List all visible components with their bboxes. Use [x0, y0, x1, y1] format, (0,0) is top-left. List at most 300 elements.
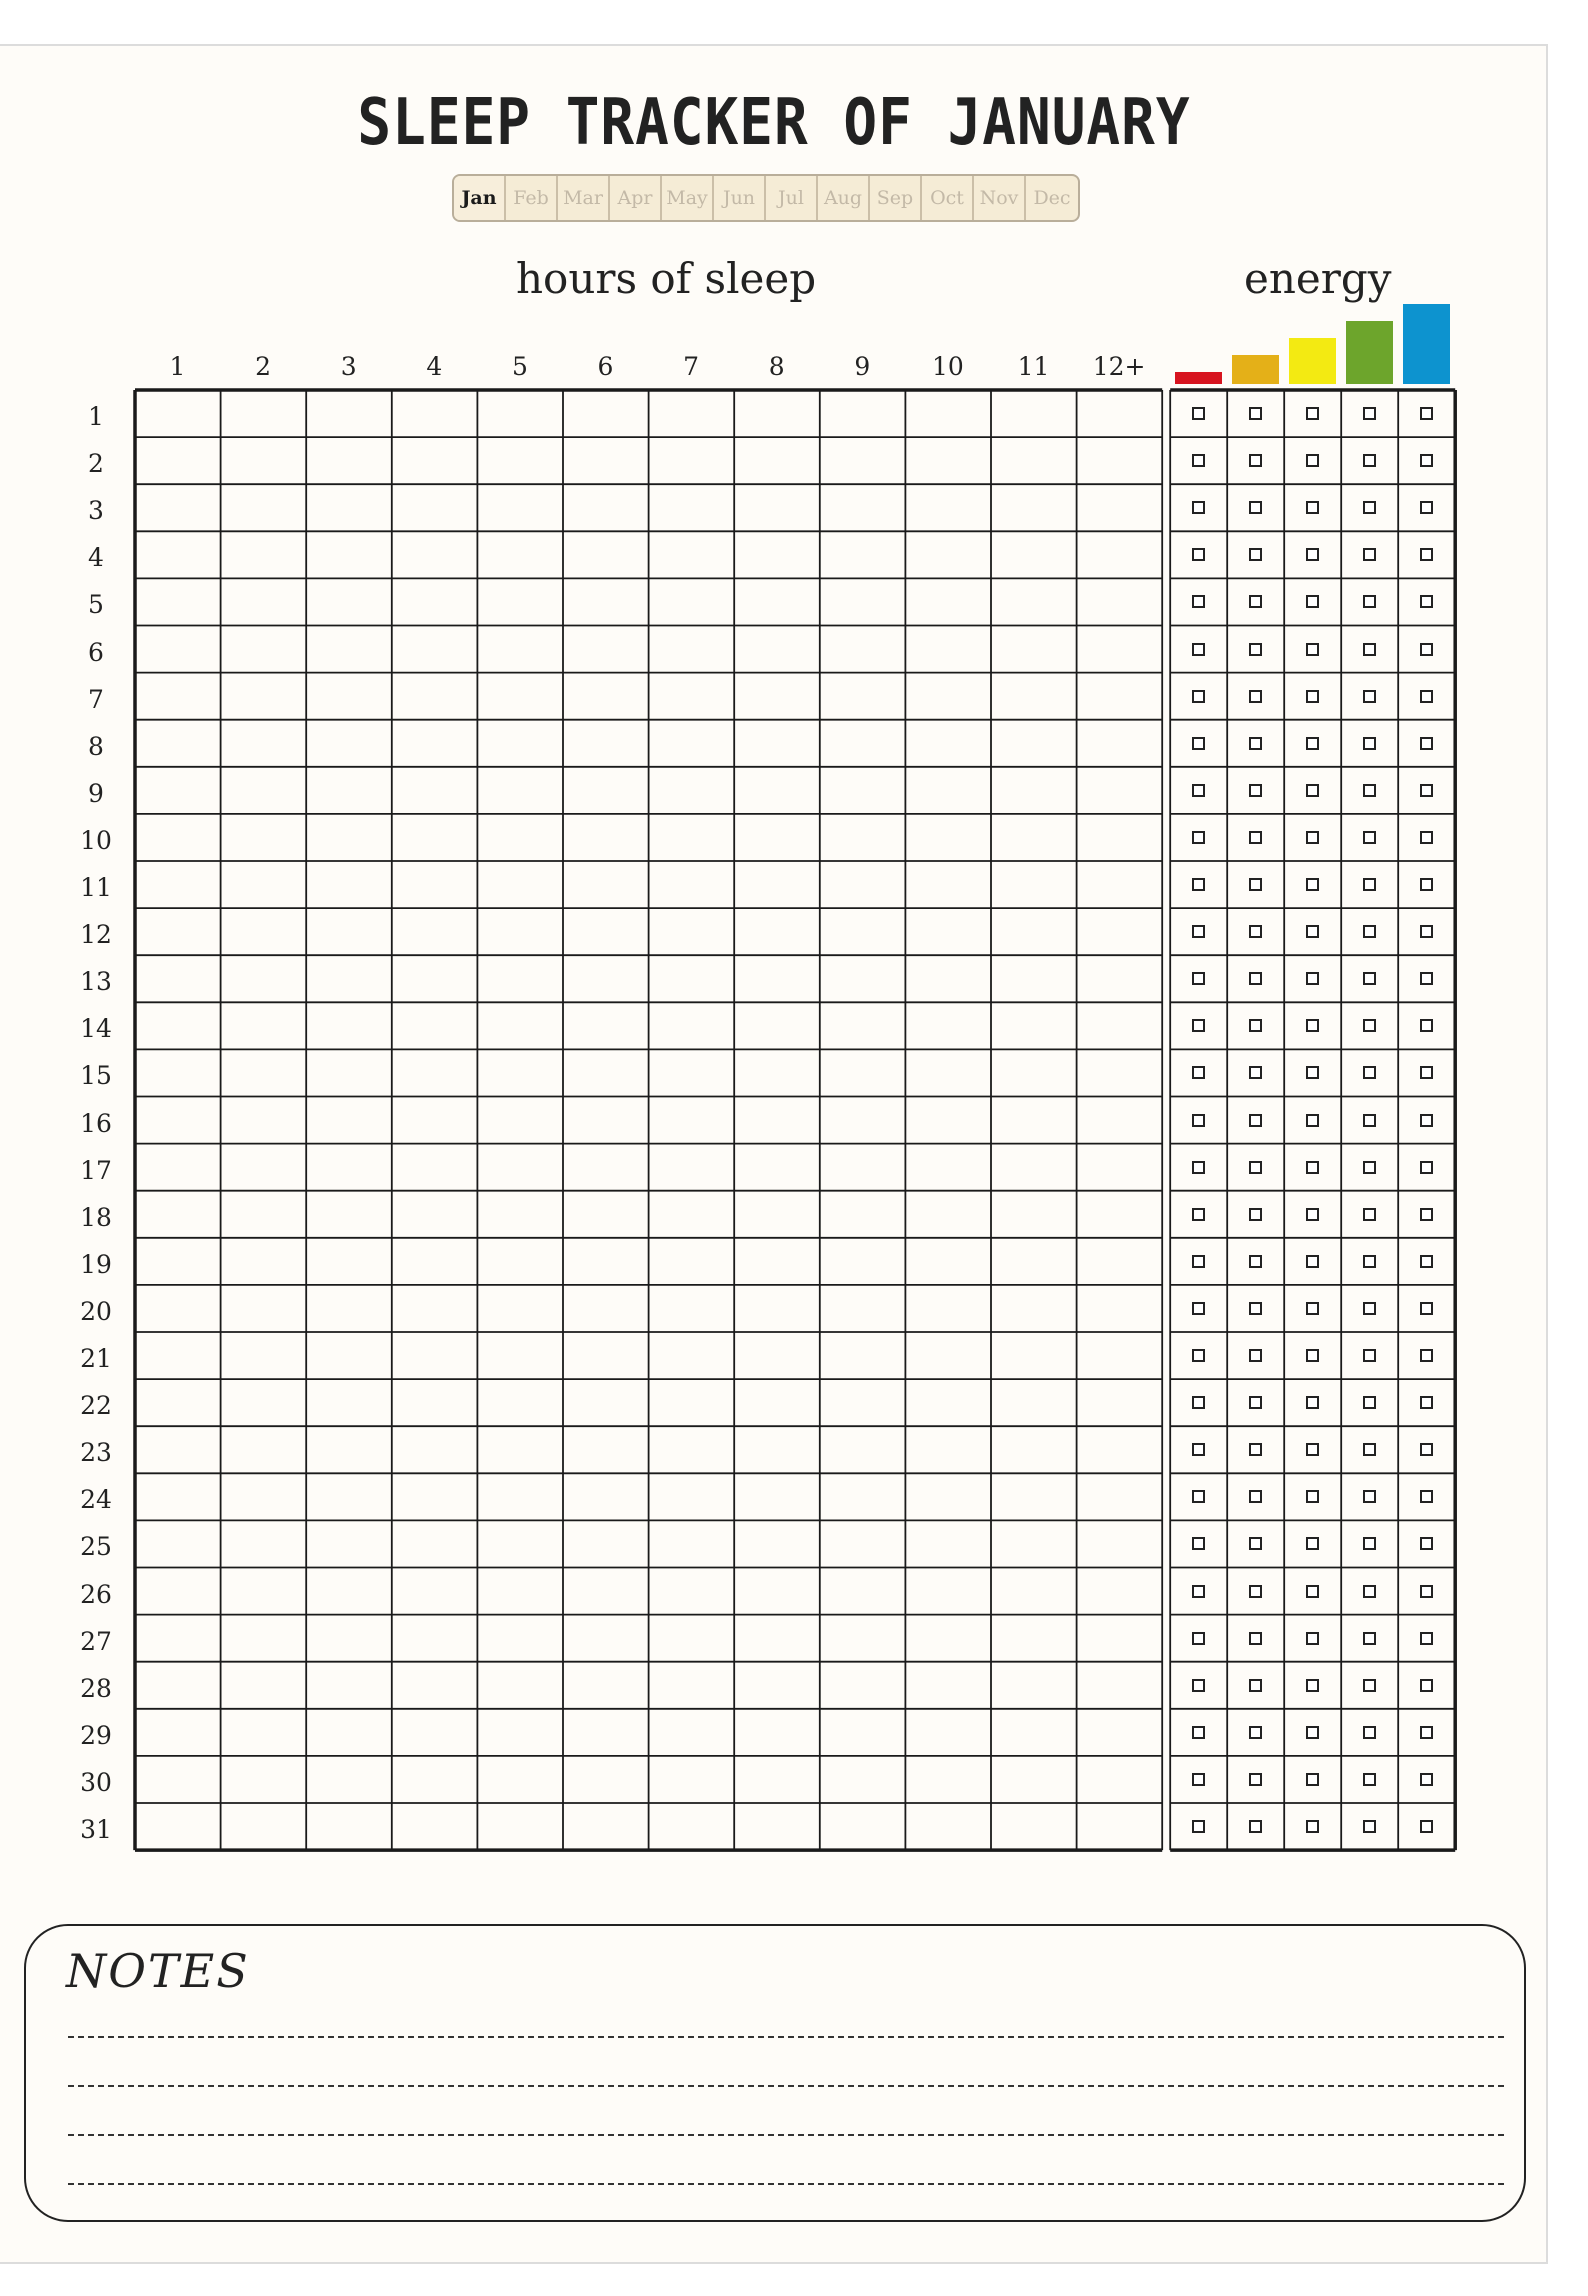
sleep-hour-cell[interactable]: [1077, 1332, 1163, 1379]
energy-level-4-checkbox[interactable]: [1363, 1349, 1376, 1362]
sleep-hour-cell[interactable]: [820, 1379, 906, 1426]
sleep-hour-cell[interactable]: [991, 1238, 1077, 1285]
energy-level-4-checkbox[interactable]: [1363, 1066, 1376, 1079]
sleep-hour-cell[interactable]: [306, 1002, 392, 1049]
energy-level-3-checkbox[interactable]: [1306, 1679, 1319, 1692]
energy-level-1-checkbox[interactable]: [1192, 690, 1205, 703]
sleep-hour-cell[interactable]: [135, 1238, 221, 1285]
month-tab-mar[interactable]: Mar: [558, 176, 610, 220]
sleep-hour-cell[interactable]: [135, 1568, 221, 1615]
sleep-hour-cell[interactable]: [649, 626, 735, 673]
sleep-hour-cell[interactable]: [649, 1285, 735, 1332]
sleep-hour-cell[interactable]: [991, 908, 1077, 955]
sleep-hour-cell[interactable]: [221, 1803, 307, 1850]
energy-level-3-checkbox[interactable]: [1306, 690, 1319, 703]
month-tab-nov[interactable]: Nov: [974, 176, 1026, 220]
sleep-hour-cell[interactable]: [1077, 531, 1163, 578]
energy-level-4-checkbox[interactable]: [1363, 1302, 1376, 1315]
sleep-hour-cell[interactable]: [905, 908, 991, 955]
sleep-hour-cell[interactable]: [306, 814, 392, 861]
sleep-hour-cell[interactable]: [392, 1662, 478, 1709]
sleep-hour-cell[interactable]: [734, 1379, 820, 1426]
sleep-hour-cell[interactable]: [905, 1002, 991, 1049]
sleep-hour-cell[interactable]: [991, 1332, 1077, 1379]
sleep-hour-cell[interactable]: [991, 1379, 1077, 1426]
energy-level-2-checkbox[interactable]: [1249, 643, 1262, 656]
sleep-hour-cell[interactable]: [905, 1662, 991, 1709]
energy-level-4-checkbox[interactable]: [1363, 784, 1376, 797]
energy-level-2-checkbox[interactable]: [1249, 1820, 1262, 1833]
energy-level-4-checkbox[interactable]: [1363, 595, 1376, 608]
sleep-hour-cell[interactable]: [221, 814, 307, 861]
sleep-hour-cell[interactable]: [477, 1379, 563, 1426]
sleep-hour-cell[interactable]: [306, 908, 392, 955]
sleep-hour-cell[interactable]: [221, 673, 307, 720]
energy-level-4-checkbox[interactable]: [1363, 548, 1376, 561]
energy-level-3-checkbox[interactable]: [1306, 878, 1319, 891]
sleep-hour-cell[interactable]: [563, 1756, 649, 1803]
sleep-hour-cell[interactable]: [392, 1473, 478, 1520]
sleep-hour-cell[interactable]: [991, 814, 1077, 861]
sleep-hour-cell[interactable]: [563, 1520, 649, 1567]
month-tab-dec[interactable]: Dec: [1033, 187, 1071, 209]
energy-level-5-checkbox[interactable]: [1420, 1302, 1433, 1315]
sleep-hour-cell[interactable]: [477, 814, 563, 861]
sleep-hour-cell[interactable]: [392, 1803, 478, 1850]
sleep-hour-cell[interactable]: [820, 861, 906, 908]
energy-level-5-checkbox[interactable]: [1420, 1490, 1433, 1503]
energy-level-2-checkbox[interactable]: [1249, 1208, 1262, 1221]
energy-level-3-checkbox[interactable]: [1306, 1632, 1319, 1645]
sleep-hour-cell[interactable]: [649, 1332, 735, 1379]
energy-level-2-checkbox[interactable]: [1249, 1585, 1262, 1598]
sleep-hour-cell[interactable]: [221, 1285, 307, 1332]
energy-level-3-checkbox[interactable]: [1306, 1820, 1319, 1833]
energy-level-2-checkbox[interactable]: [1249, 548, 1262, 561]
energy-level-2-checkbox[interactable]: [1249, 1490, 1262, 1503]
sleep-hour-cell[interactable]: [563, 1615, 649, 1662]
energy-level-5-checkbox[interactable]: [1420, 1820, 1433, 1833]
sleep-hour-cell[interactable]: [135, 390, 221, 437]
sleep-hour-cell[interactable]: [221, 1756, 307, 1803]
sleep-hour-cell[interactable]: [734, 1520, 820, 1567]
energy-level-1-checkbox[interactable]: [1192, 548, 1205, 561]
sleep-hour-cell[interactable]: [1077, 814, 1163, 861]
sleep-hour-cell[interactable]: [991, 673, 1077, 720]
sleep-hour-cell[interactable]: [477, 955, 563, 1002]
sleep-hour-cell[interactable]: [477, 437, 563, 484]
energy-level-4-checkbox[interactable]: [1363, 1208, 1376, 1221]
sleep-hour-cell[interactable]: [820, 1097, 906, 1144]
sleep-hour-cell[interactable]: [306, 1144, 392, 1191]
energy-level-5-checkbox[interactable]: [1420, 1019, 1433, 1032]
energy-level-4-checkbox[interactable]: [1363, 831, 1376, 844]
sleep-hour-cell[interactable]: [392, 1568, 478, 1615]
energy-level-1-checkbox[interactable]: [1192, 1537, 1205, 1550]
energy-level-5-checkbox[interactable]: [1420, 1585, 1433, 1598]
sleep-hour-cell[interactable]: [1077, 955, 1163, 1002]
sleep-hour-cell[interactable]: [392, 1049, 478, 1096]
energy-level-4-checkbox[interactable]: [1363, 1537, 1376, 1550]
sleep-hour-cell[interactable]: [649, 955, 735, 1002]
sleep-hour-cell[interactable]: [563, 1002, 649, 1049]
sleep-hour-cell[interactable]: [135, 1285, 221, 1332]
sleep-hour-cell[interactable]: [477, 1191, 563, 1238]
sleep-hour-cell[interactable]: [1077, 1049, 1163, 1096]
sleep-hour-cell[interactable]: [905, 1426, 991, 1473]
sleep-hour-cell[interactable]: [392, 578, 478, 625]
sleep-hour-cell[interactable]: [392, 1709, 478, 1756]
sleep-hour-cell[interactable]: [734, 955, 820, 1002]
notes-line[interactable]: [68, 2036, 1504, 2038]
energy-level-3-checkbox[interactable]: [1306, 1302, 1319, 1315]
sleep-hour-cell[interactable]: [820, 1803, 906, 1850]
sleep-hour-cell[interactable]: [1077, 1191, 1163, 1238]
sleep-hour-cell[interactable]: [734, 1238, 820, 1285]
energy-level-3-checkbox[interactable]: [1306, 1114, 1319, 1127]
sleep-hour-cell[interactable]: [306, 673, 392, 720]
sleep-hour-cell[interactable]: [649, 484, 735, 531]
month-tab-apr[interactable]: Apr: [610, 176, 662, 220]
sleep-hour-cell[interactable]: [649, 437, 735, 484]
sleep-hour-cell[interactable]: [649, 1426, 735, 1473]
energy-level-2-checkbox[interactable]: [1249, 1255, 1262, 1268]
energy-level-5-checkbox[interactable]: [1420, 548, 1433, 561]
energy-level-1-checkbox[interactable]: [1192, 1632, 1205, 1645]
sleep-hour-cell[interactable]: [905, 1144, 991, 1191]
sleep-hour-cell[interactable]: [820, 1426, 906, 1473]
sleep-hour-cell[interactable]: [820, 1568, 906, 1615]
sleep-hour-cell[interactable]: [477, 484, 563, 531]
sleep-hour-cell[interactable]: [905, 767, 991, 814]
sleep-hour-cell[interactable]: [477, 626, 563, 673]
sleep-hour-cell[interactable]: [649, 767, 735, 814]
energy-level-5-checkbox[interactable]: [1420, 501, 1433, 514]
energy-level-3-checkbox[interactable]: [1306, 501, 1319, 514]
energy-level-2-checkbox[interactable]: [1249, 1114, 1262, 1127]
sleep-hour-cell[interactable]: [1077, 437, 1163, 484]
sleep-hour-cell[interactable]: [392, 531, 478, 578]
sleep-hour-cell[interactable]: [221, 1002, 307, 1049]
sleep-hour-cell[interactable]: [221, 1568, 307, 1615]
sleep-hour-cell[interactable]: [1077, 1662, 1163, 1709]
sleep-hour-cell[interactable]: [991, 1568, 1077, 1615]
sleep-hour-cell[interactable]: [649, 720, 735, 767]
sleep-hour-cell[interactable]: [820, 814, 906, 861]
sleep-hour-cell[interactable]: [392, 1144, 478, 1191]
sleep-hour-cell[interactable]: [905, 1332, 991, 1379]
sleep-hour-cell[interactable]: [649, 1144, 735, 1191]
sleep-hour-cell[interactable]: [991, 1520, 1077, 1567]
sleep-hour-cell[interactable]: [1077, 578, 1163, 625]
sleep-hour-cell[interactable]: [306, 578, 392, 625]
notes-line[interactable]: [68, 2183, 1504, 2185]
sleep-hour-cell[interactable]: [221, 1520, 307, 1567]
sleep-hour-cell[interactable]: [1077, 484, 1163, 531]
sleep-hour-cell[interactable]: [563, 1332, 649, 1379]
sleep-hour-cell[interactable]: [991, 390, 1077, 437]
energy-level-1-checkbox[interactable]: [1192, 925, 1205, 938]
sleep-hour-cell[interactable]: [221, 955, 307, 1002]
energy-level-2-checkbox[interactable]: [1249, 690, 1262, 703]
energy-level-1-checkbox[interactable]: [1192, 1019, 1205, 1032]
sleep-hour-cell[interactable]: [563, 1144, 649, 1191]
sleep-hour-cell[interactable]: [1077, 861, 1163, 908]
sleep-hour-cell[interactable]: [477, 390, 563, 437]
energy-level-1-checkbox[interactable]: [1192, 1443, 1205, 1456]
sleep-hour-cell[interactable]: [306, 1238, 392, 1285]
sleep-hour-cell[interactable]: [991, 1709, 1077, 1756]
energy-level-3-checkbox[interactable]: [1306, 784, 1319, 797]
energy-level-2-checkbox[interactable]: [1249, 1632, 1262, 1645]
sleep-hour-cell[interactable]: [734, 437, 820, 484]
sleep-hour-cell[interactable]: [649, 1520, 735, 1567]
energy-level-2-checkbox[interactable]: [1249, 1679, 1262, 1692]
sleep-hour-cell[interactable]: [991, 1097, 1077, 1144]
sleep-hour-cell[interactable]: [135, 531, 221, 578]
sleep-hour-cell[interactable]: [221, 1332, 307, 1379]
sleep-hour-cell[interactable]: [820, 1191, 906, 1238]
sleep-hour-cell[interactable]: [734, 861, 820, 908]
sleep-hour-cell[interactable]: [477, 1426, 563, 1473]
energy-level-5-checkbox[interactable]: [1420, 1679, 1433, 1692]
sleep-hour-cell[interactable]: [1077, 626, 1163, 673]
sleep-hour-cell[interactable]: [734, 1615, 820, 1662]
sleep-hour-cell[interactable]: [477, 861, 563, 908]
energy-level-4-checkbox[interactable]: [1363, 1443, 1376, 1456]
sleep-hour-cell[interactable]: [392, 1285, 478, 1332]
sleep-hour-cell[interactable]: [392, 1426, 478, 1473]
sleep-hour-cell[interactable]: [306, 390, 392, 437]
sleep-hour-cell[interactable]: [563, 955, 649, 1002]
sleep-hour-cell[interactable]: [392, 1332, 478, 1379]
sleep-hour-cell[interactable]: [991, 531, 1077, 578]
sleep-hour-cell[interactable]: [306, 1709, 392, 1756]
energy-level-1-checkbox[interactable]: [1192, 1773, 1205, 1786]
energy-level-4-checkbox[interactable]: [1363, 1585, 1376, 1598]
sleep-hour-cell[interactable]: [905, 1379, 991, 1426]
sleep-hour-cell[interactable]: [135, 1473, 221, 1520]
energy-level-5-checkbox[interactable]: [1420, 831, 1433, 844]
energy-level-2-checkbox[interactable]: [1249, 878, 1262, 891]
sleep-hour-cell[interactable]: [135, 720, 221, 767]
month-tab-jan[interactable]: Jan: [454, 176, 506, 220]
sleep-hour-cell[interactable]: [221, 1379, 307, 1426]
sleep-hour-cell[interactable]: [306, 861, 392, 908]
energy-level-3-checkbox[interactable]: [1306, 1066, 1319, 1079]
energy-level-2-checkbox[interactable]: [1249, 1443, 1262, 1456]
sleep-hour-cell[interactable]: [135, 1002, 221, 1049]
energy-level-1-checkbox[interactable]: [1192, 972, 1205, 985]
sleep-hour-cell[interactable]: [1077, 1144, 1163, 1191]
sleep-hour-cell[interactable]: [905, 720, 991, 767]
sleep-hour-cell[interactable]: [905, 1238, 991, 1285]
energy-level-2-checkbox[interactable]: [1249, 1726, 1262, 1739]
sleep-hour-cell[interactable]: [392, 767, 478, 814]
energy-level-4-checkbox[interactable]: [1363, 1490, 1376, 1503]
sleep-hour-cell[interactable]: [820, 1285, 906, 1332]
month-tab-jun[interactable]: Jun: [714, 176, 766, 220]
energy-level-5-checkbox[interactable]: [1420, 1632, 1433, 1645]
sleep-hour-cell[interactable]: [991, 1662, 1077, 1709]
sleep-hour-cell[interactable]: [392, 390, 478, 437]
sleep-hour-cell[interactable]: [649, 1756, 735, 1803]
sleep-hour-cell[interactable]: [306, 767, 392, 814]
energy-level-1-checkbox[interactable]: [1192, 1585, 1205, 1598]
sleep-hour-cell[interactable]: [306, 1615, 392, 1662]
sleep-hour-cell[interactable]: [306, 1756, 392, 1803]
sleep-hour-cell[interactable]: [991, 1756, 1077, 1803]
sleep-hour-cell[interactable]: [905, 437, 991, 484]
sleep-hour-cell[interactable]: [392, 955, 478, 1002]
sleep-hour-cell[interactable]: [905, 484, 991, 531]
sleep-hour-cell[interactable]: [649, 861, 735, 908]
sleep-hour-cell[interactable]: [734, 1803, 820, 1850]
energy-level-3-checkbox[interactable]: [1306, 1208, 1319, 1221]
sleep-hour-cell[interactable]: [991, 955, 1077, 1002]
sleep-hour-cell[interactable]: [392, 814, 478, 861]
sleep-hour-cell[interactable]: [991, 1049, 1077, 1096]
sleep-hour-cell[interactable]: [563, 673, 649, 720]
sleep-hour-cell[interactable]: [649, 1379, 735, 1426]
sleep-hour-cell[interactable]: [1077, 1426, 1163, 1473]
energy-level-2-checkbox[interactable]: [1249, 1349, 1262, 1362]
sleep-hour-cell[interactable]: [991, 1615, 1077, 1662]
sleep-hour-cell[interactable]: [306, 1803, 392, 1850]
energy-level-1-checkbox[interactable]: [1192, 454, 1205, 467]
sleep-hour-cell[interactable]: [135, 1332, 221, 1379]
sleep-hour-cell[interactable]: [135, 437, 221, 484]
energy-level-5-checkbox[interactable]: [1420, 595, 1433, 608]
energy-level-3-checkbox[interactable]: [1306, 595, 1319, 608]
sleep-hour-cell[interactable]: [306, 437, 392, 484]
sleep-hour-cell[interactable]: [905, 673, 991, 720]
energy-level-3-checkbox[interactable]: [1306, 1396, 1319, 1409]
energy-level-5-checkbox[interactable]: [1420, 972, 1433, 985]
energy-level-3-checkbox[interactable]: [1306, 831, 1319, 844]
energy-level-1-checkbox[interactable]: [1192, 1255, 1205, 1268]
sleep-hour-cell[interactable]: [306, 1097, 392, 1144]
sleep-hour-cell[interactable]: [905, 1049, 991, 1096]
energy-level-5-checkbox[interactable]: [1420, 454, 1433, 467]
sleep-hour-cell[interactable]: [734, 814, 820, 861]
energy-level-5-checkbox[interactable]: [1420, 925, 1433, 938]
sleep-hour-cell[interactable]: [221, 908, 307, 955]
sleep-hour-cell[interactable]: [135, 814, 221, 861]
energy-level-4-checkbox[interactable]: [1363, 407, 1376, 420]
sleep-hour-cell[interactable]: [135, 1662, 221, 1709]
energy-level-5-checkbox[interactable]: [1420, 1349, 1433, 1362]
energy-level-1-checkbox[interactable]: [1192, 737, 1205, 750]
sleep-hour-cell[interactable]: [734, 1662, 820, 1709]
sleep-hour-cell[interactable]: [563, 1238, 649, 1285]
energy-level-1-checkbox[interactable]: [1192, 1161, 1205, 1174]
sleep-hour-cell[interactable]: [563, 390, 649, 437]
sleep-hour-cell[interactable]: [477, 908, 563, 955]
energy-level-5-checkbox[interactable]: [1420, 1773, 1433, 1786]
energy-level-4-checkbox[interactable]: [1363, 1114, 1376, 1127]
sleep-hour-cell[interactable]: [135, 1803, 221, 1850]
energy-level-2-checkbox[interactable]: [1249, 595, 1262, 608]
sleep-hour-cell[interactable]: [477, 767, 563, 814]
sleep-hour-cell[interactable]: [221, 720, 307, 767]
sleep-hour-cell[interactable]: [734, 767, 820, 814]
sleep-hour-cell[interactable]: [1077, 908, 1163, 955]
sleep-hour-cell[interactable]: [649, 908, 735, 955]
sleep-hour-cell[interactable]: [135, 1144, 221, 1191]
energy-level-1-checkbox[interactable]: [1192, 1208, 1205, 1221]
sleep-hour-cell[interactable]: [221, 1191, 307, 1238]
sleep-hour-cell[interactable]: [820, 673, 906, 720]
energy-level-5-checkbox[interactable]: [1420, 878, 1433, 891]
sleep-hour-cell[interactable]: [820, 1144, 906, 1191]
sleep-hour-cell[interactable]: [820, 1615, 906, 1662]
sleep-hour-cell[interactable]: [905, 531, 991, 578]
sleep-hour-cell[interactable]: [905, 1756, 991, 1803]
sleep-hour-cell[interactable]: [563, 1568, 649, 1615]
sleep-hour-cell[interactable]: [306, 1379, 392, 1426]
energy-level-3-checkbox[interactable]: [1306, 1773, 1319, 1786]
energy-level-4-checkbox[interactable]: [1363, 737, 1376, 750]
sleep-hour-cell[interactable]: [477, 1285, 563, 1332]
sleep-hour-cell[interactable]: [563, 767, 649, 814]
sleep-hour-cell[interactable]: [135, 1520, 221, 1567]
sleep-hour-cell[interactable]: [649, 673, 735, 720]
sleep-hour-cell[interactable]: [820, 955, 906, 1002]
sleep-hour-cell[interactable]: [734, 1709, 820, 1756]
energy-level-3-checkbox[interactable]: [1306, 1349, 1319, 1362]
sleep-hour-cell[interactable]: [135, 626, 221, 673]
sleep-hour-cell[interactable]: [477, 720, 563, 767]
energy-level-4-checkbox[interactable]: [1363, 1632, 1376, 1645]
energy-level-4-checkbox[interactable]: [1363, 1820, 1376, 1833]
energy-level-5-checkbox[interactable]: [1420, 1161, 1433, 1174]
sleep-hour-cell[interactable]: [563, 626, 649, 673]
energy-level-1-checkbox[interactable]: [1192, 1396, 1205, 1409]
sleep-hour-cell[interactable]: [477, 1002, 563, 1049]
sleep-hour-cell[interactable]: [1077, 1756, 1163, 1803]
energy-level-3-checkbox[interactable]: [1306, 1490, 1319, 1503]
sleep-hour-cell[interactable]: [905, 1473, 991, 1520]
sleep-hour-cell[interactable]: [1077, 1238, 1163, 1285]
sleep-hour-cell[interactable]: [477, 1332, 563, 1379]
sleep-hour-cell[interactable]: [221, 1662, 307, 1709]
sleep-hour-cell[interactable]: [649, 1097, 735, 1144]
sleep-hour-cell[interactable]: [991, 1473, 1077, 1520]
sleep-hour-cell[interactable]: [306, 1568, 392, 1615]
month-tab-may[interactable]: May: [662, 176, 714, 220]
sleep-hour-cell[interactable]: [734, 1002, 820, 1049]
sleep-hour-cell[interactable]: [734, 626, 820, 673]
sleep-hour-cell[interactable]: [477, 1756, 563, 1803]
sleep-hour-cell[interactable]: [905, 1191, 991, 1238]
sleep-hour-cell[interactable]: [135, 1049, 221, 1096]
energy-level-4-checkbox[interactable]: [1363, 1161, 1376, 1174]
energy-level-1-checkbox[interactable]: [1192, 1066, 1205, 1079]
sleep-hour-cell[interactable]: [1077, 1379, 1163, 1426]
sleep-hour-cell[interactable]: [905, 814, 991, 861]
sleep-hour-cell[interactable]: [135, 1426, 221, 1473]
sleep-hour-cell[interactable]: [734, 1097, 820, 1144]
sleep-hour-cell[interactable]: [820, 1709, 906, 1756]
energy-level-3-checkbox[interactable]: [1306, 454, 1319, 467]
sleep-hour-cell[interactable]: [135, 673, 221, 720]
energy-level-4-checkbox[interactable]: [1363, 501, 1376, 514]
sleep-hour-cell[interactable]: [649, 390, 735, 437]
energy-level-2-checkbox[interactable]: [1249, 454, 1262, 467]
sleep-hour-cell[interactable]: [135, 908, 221, 955]
sleep-hour-cell[interactable]: [820, 437, 906, 484]
